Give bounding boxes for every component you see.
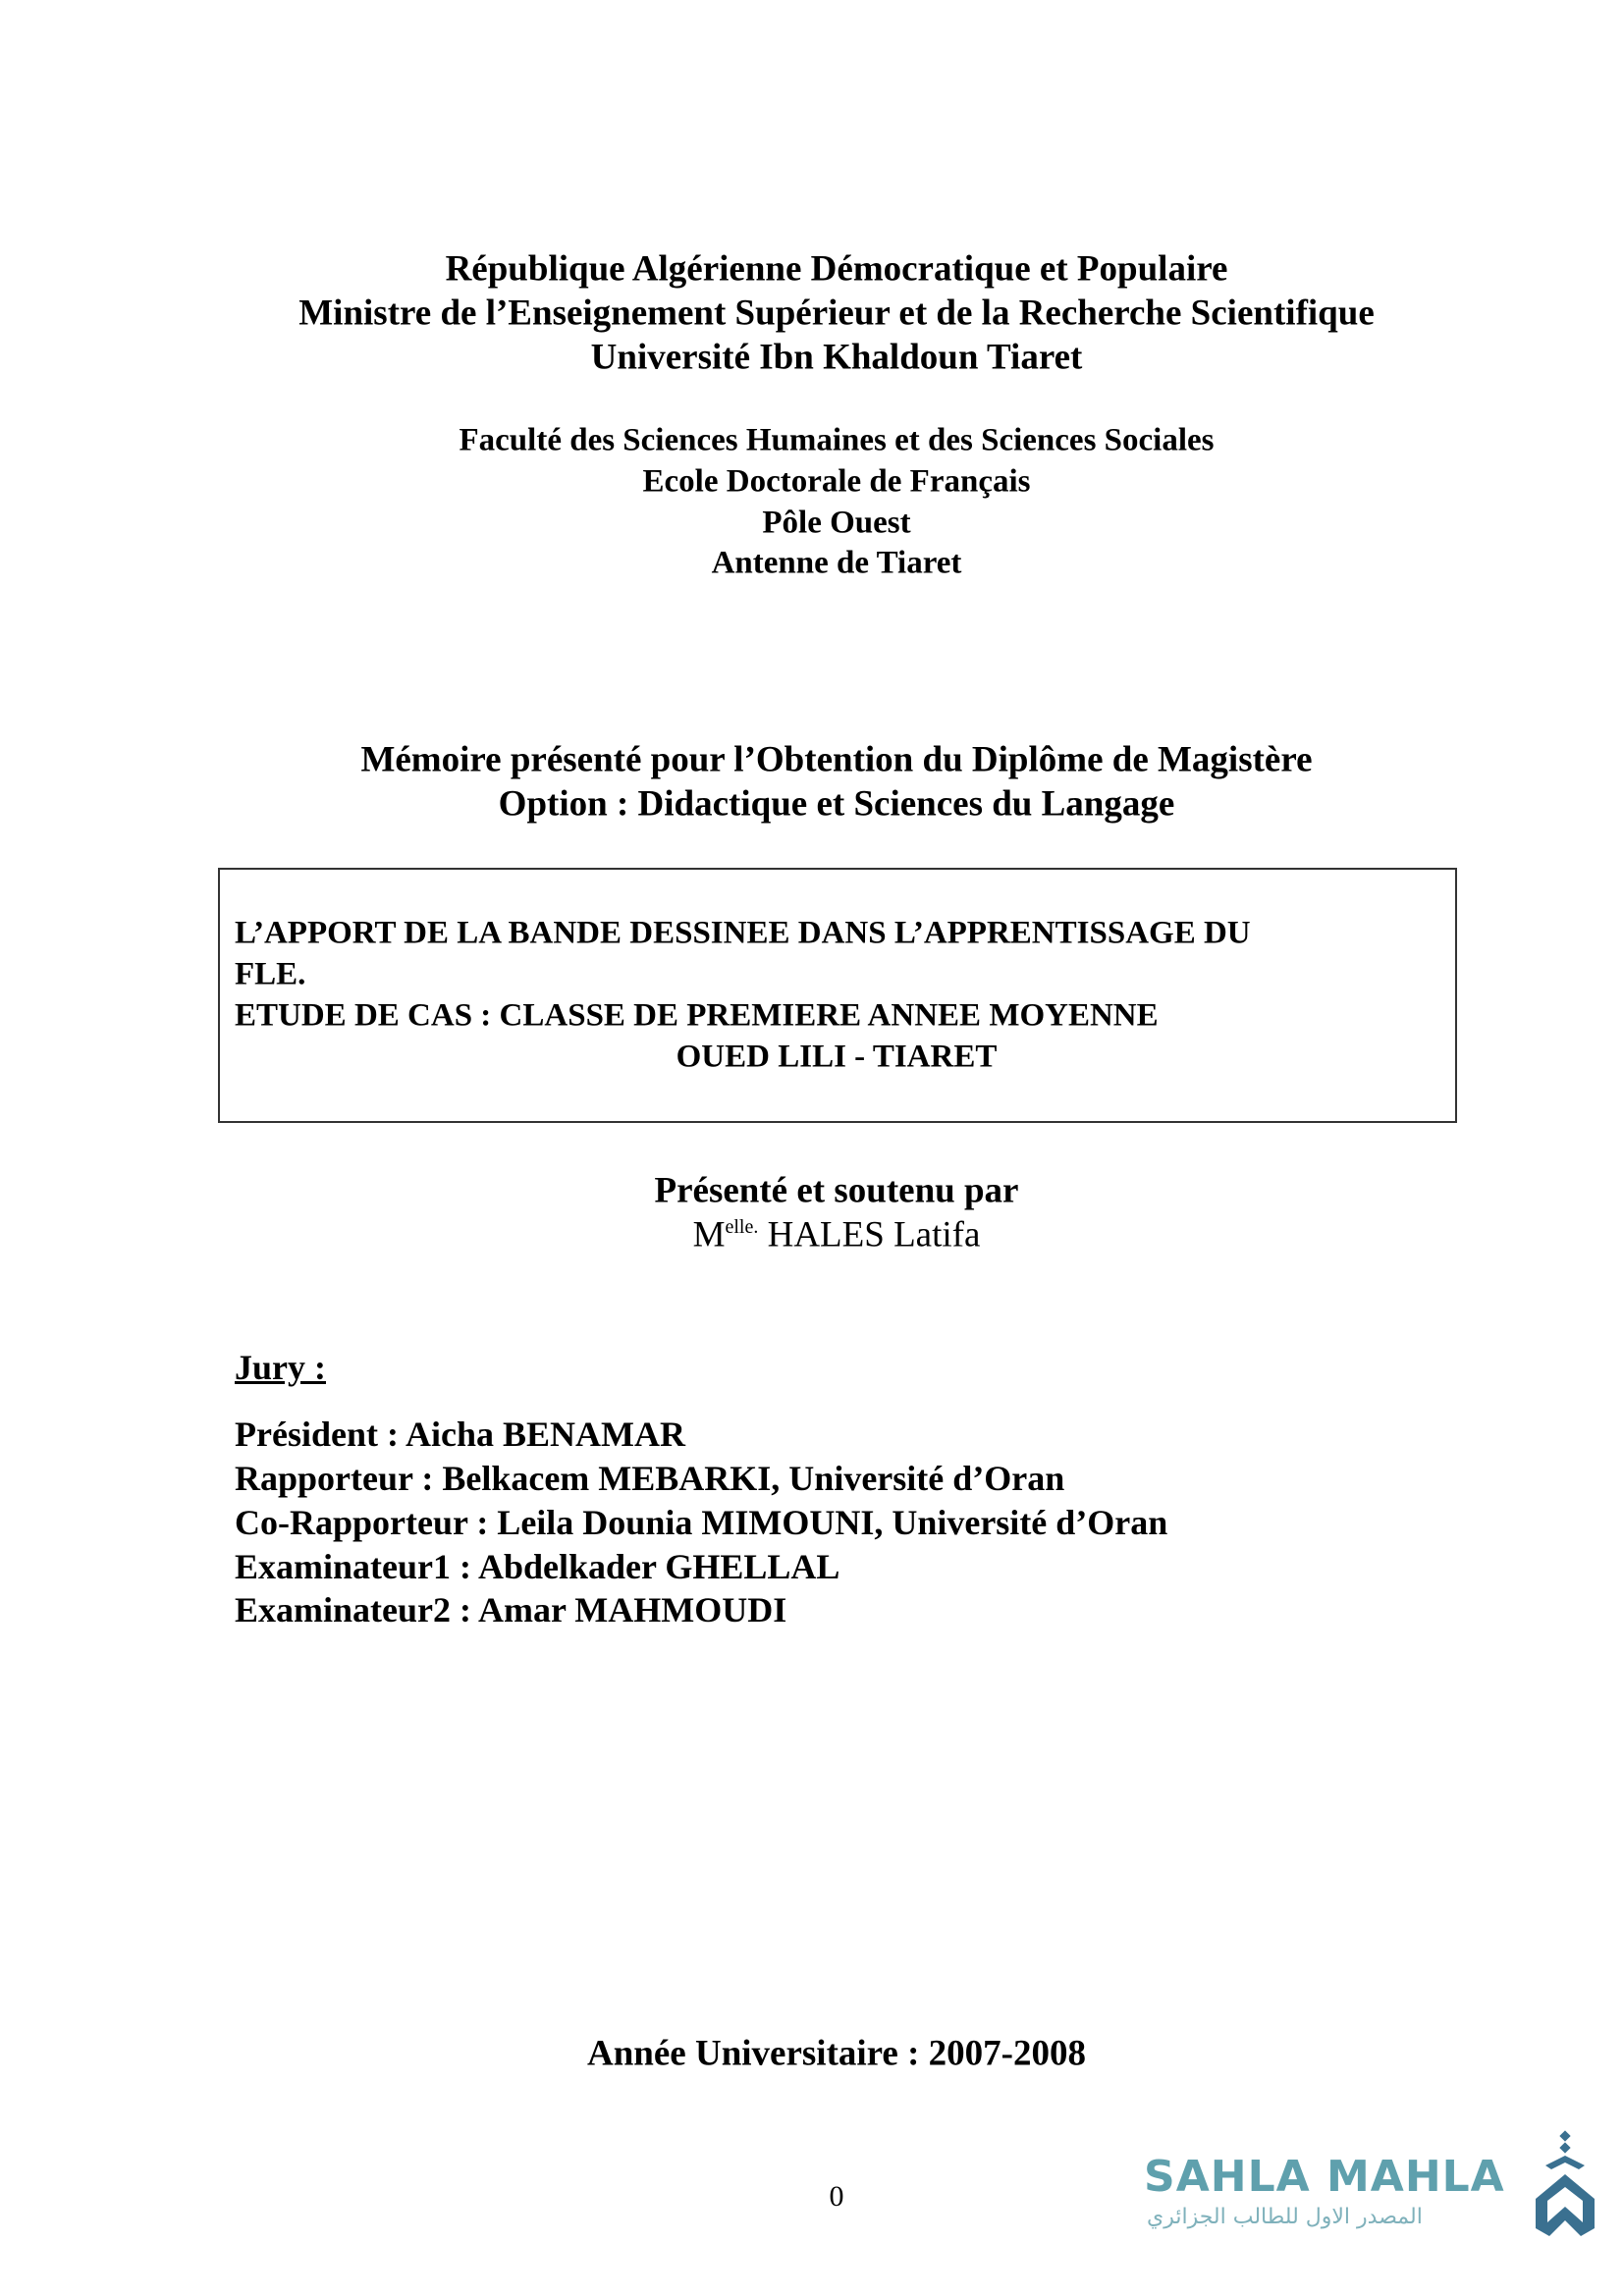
author-prefix: M: [692, 1214, 726, 1255]
author-fullname: HALES Latifa: [758, 1214, 981, 1255]
author-name: [0, 1214, 1623, 1256]
header-line-university: Université Ibn Khaldoun Tiaret: [590, 337, 1083, 378]
thesis-title-line4: OUED LILI - TIARET: [676, 1039, 998, 1075]
thesis-title-line3: ETUDE DE CAS : CLASSE DE PREMIERE ANNEE MOYENNE: [235, 997, 1159, 1034]
pole-line: Pôle Ouest: [762, 505, 911, 541]
memoire-line: Mémoire présenté pour l’Obtention du Diplôme de Magistère: [360, 739, 1313, 780]
faculty-line: Faculté des Sciences Humaines et des Sciences Sociales: [459, 422, 1215, 458]
logo-text: SAHLA MAHLA: [1144, 2152, 1505, 2202]
sahla-mahla-watermark-logo: [1139, 2130, 1600, 2238]
title-box: [218, 868, 1457, 1123]
antenna-line: Antenne de Tiaret: [711, 545, 962, 581]
header-line-ministry: Ministre de l’Enseignement Supérieur et de la Recherche Scientifique: [298, 293, 1375, 334]
thesis-title-line1: L’APPORT DE LA BANDE DESSINEE DANS L’APPRENTISSAGE DU: [235, 915, 1251, 951]
calligraphy-emblem-icon: [1532, 2130, 1600, 2238]
academic-year: Année Universitaire : 2007-2008: [587, 2033, 1086, 2074]
header-line-republic: République Algérienne Démocratique et Populaire: [445, 248, 1228, 290]
jury-member: Examinateur2 : Amar MAHMOUDI: [235, 1590, 787, 1629]
jury-member: Co-Rapporteur : Leila Dounia MIMOUNI, Université d’Oran: [235, 1503, 1168, 1542]
thesis-title-line2: FLE.: [235, 956, 306, 992]
jury-member: Examinateur1 : Abdelkader GHELLAL: [235, 1547, 840, 1586]
jury-member: Rapporteur : Belkacem MEBARKI, Université d’Oran: [235, 1459, 1065, 1498]
presented-label: Présenté et soutenu par: [654, 1170, 1019, 1211]
jury-heading: Jury :: [235, 1348, 326, 1387]
page-number: 0: [829, 2180, 844, 2213]
jury-member: Président : Aicha BENAMAR: [235, 1415, 685, 1454]
logo-subtitle: المصدر الاول للطالب الجزائري: [1147, 2205, 1423, 2229]
author-title-sup: elle.: [725, 1216, 759, 1239]
school-line: Ecole Doctorale de Français: [642, 463, 1031, 500]
option-line: Option : Didactique et Sciences du Langage: [498, 783, 1175, 825]
